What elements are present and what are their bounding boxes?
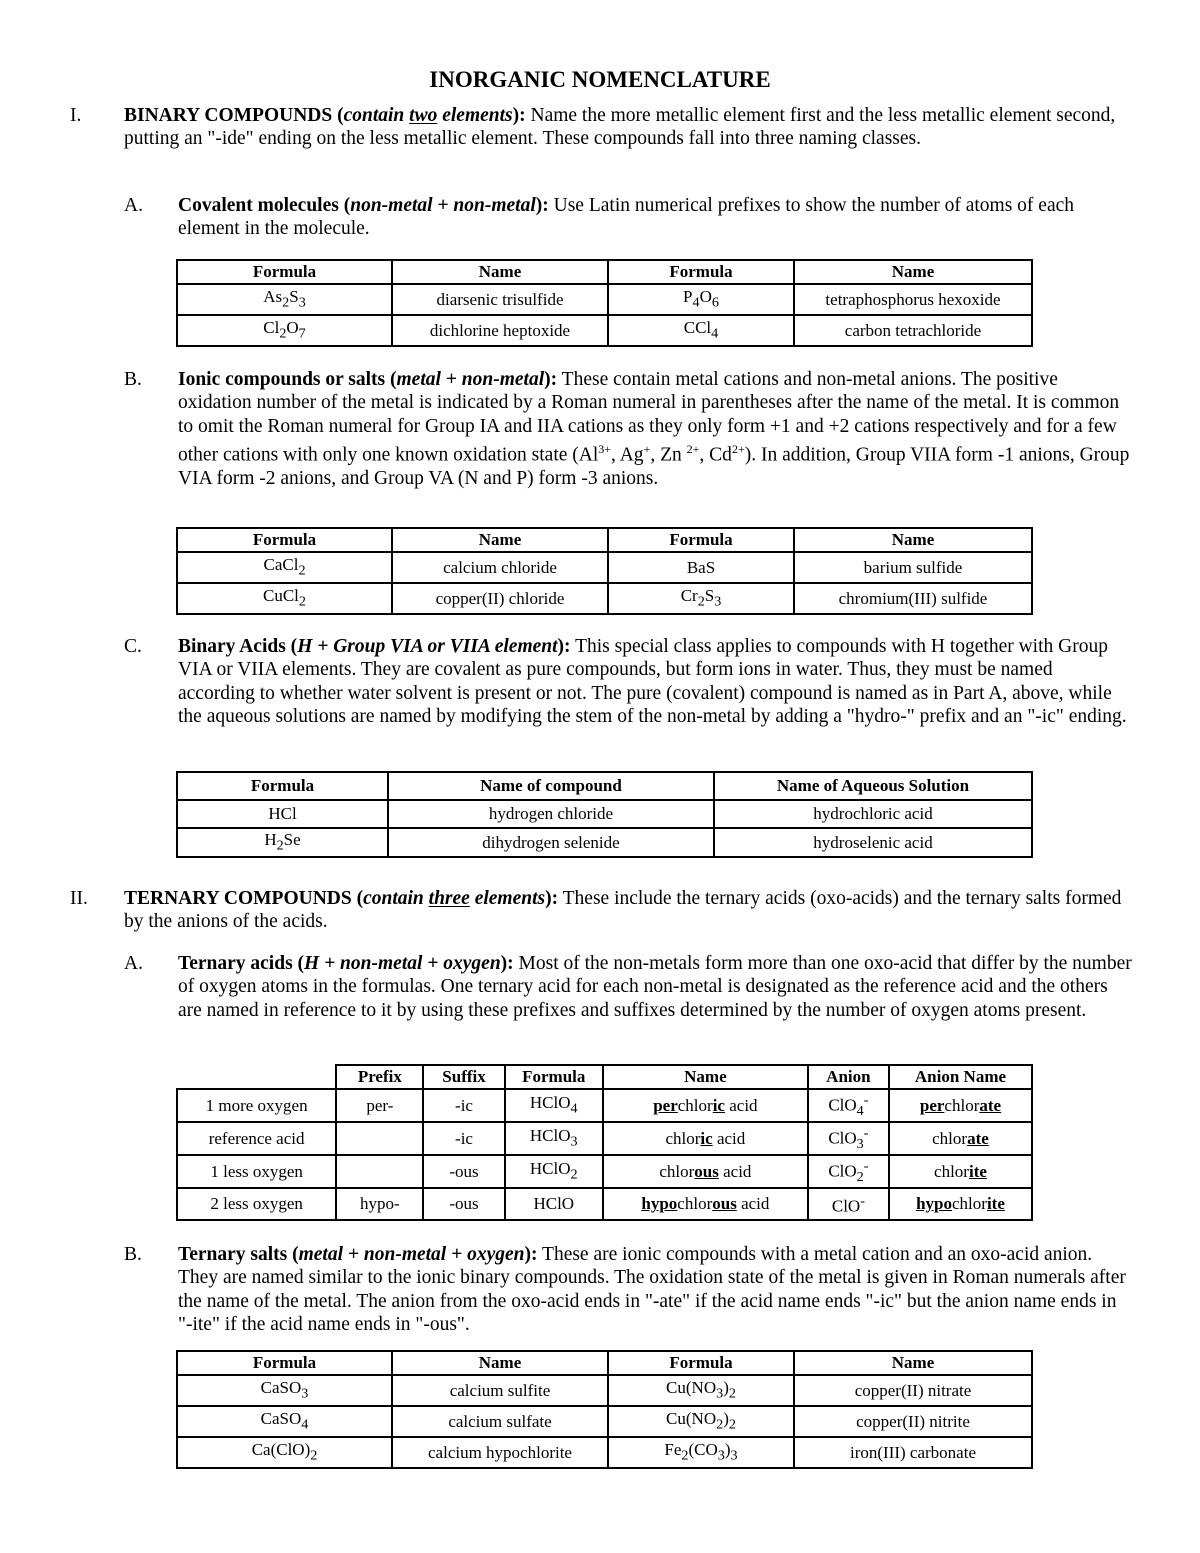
name-cell: carbon tetrachloride (794, 315, 1032, 346)
table-row (177, 828, 1032, 857)
subsection-ionic-compounds (124, 368, 1132, 490)
page-title: INORGANIC NOMENCLATURE (429, 67, 771, 92)
section-ternary-compounds (70, 887, 1130, 934)
subsection-heading: Ionic compounds or salts (metal + non-metal): (178, 369, 558, 390)
anion-name-cell: chlorite (889, 1155, 1032, 1188)
name-cell: diarsenic trisulfide (392, 284, 608, 315)
formula-cell: HClO (505, 1188, 603, 1220)
formula-cell: CaSO$_4$ (177, 1406, 392, 1437)
column-header: Name (794, 1351, 1032, 1375)
name-cell: calcium chloride (392, 552, 608, 583)
column-header: Name of compound (388, 772, 714, 800)
name-cell: perchloric acid (603, 1089, 808, 1122)
row-label: 1 less oxygen (177, 1155, 336, 1188)
section-heading: BINARY COMPOUNDS (contain two elements): (124, 105, 526, 126)
table-header-row (177, 772, 1032, 800)
table-row (177, 800, 1032, 828)
column-header: Anion (808, 1065, 889, 1089)
name-cell: iron(III) carbonate (794, 1437, 1032, 1468)
name-cell: copper(II) nitrite (794, 1406, 1032, 1437)
name-cell: hypochlorous acid (603, 1188, 808, 1220)
column-header: Formula (608, 1351, 794, 1375)
name-cell: calcium sulfate (392, 1406, 608, 1437)
formula-cell: $Cl_2O_7$ (177, 315, 392, 346)
subsection-heading: Ternary salts (metal + non-metal + oxygen): (178, 1244, 538, 1265)
subsection-ternary-acids (124, 952, 1132, 1022)
formula-cell: $P_4O_6$ (608, 284, 794, 315)
name-cell: chromium(III) sulfide (794, 583, 1032, 614)
formula-cell: HClO$_2$ (505, 1155, 603, 1188)
aqueous-name-cell: hydrochloric acid (714, 800, 1032, 828)
name-cell: hydrogen chloride (388, 800, 714, 828)
formula-cell: CaSO$_3$ (177, 1375, 392, 1406)
ternary-acids-table (176, 1064, 1033, 1221)
table-header-row (177, 528, 1032, 552)
subsection-heading: Binary Acids (H + Group VIA or VIIA element): (178, 636, 571, 657)
section-heading: TERNARY COMPOUNDS (contain three elements): (124, 888, 559, 909)
anion-cell: ClO$_3$- (808, 1122, 889, 1155)
ionic-compounds-table (176, 527, 1033, 615)
aqueous-name-cell: hydroselenic acid (714, 828, 1032, 857)
formula-cell: HClO$_4$ (505, 1089, 603, 1122)
table-header-row (177, 260, 1032, 284)
subsection-number: B. (124, 369, 142, 390)
section-text: BINARY COMPOUNDS (contain two elements): Name the more metallic element first and the less metallic element second, putting an "-ide" ending on the less metallic element. These compounds fall into three naming classes. (124, 105, 1116, 150)
name-cell: calcium hypochlorite (392, 1437, 608, 1468)
anion-cell: ClO$_4$- (808, 1089, 889, 1122)
table-row (177, 1089, 1032, 1122)
subsection-number: A. (124, 195, 143, 216)
section-number: I. (70, 105, 82, 126)
formula-cell: CaCl$_2$ (177, 552, 392, 583)
subsection-text: Covalent molecules (non-metal + non-metal): Use Latin numerical prefixes to show the number of atoms of each element in the molecule. (178, 195, 1075, 240)
section-text: TERNARY COMPOUNDS (contain three elements): These include the ternary acids (oxo-acids) and the ternary salts formed by the anions of the acids. (124, 888, 1122, 933)
formula-cell: $As_2S_3$ (177, 284, 392, 315)
prefix-cell: hypo- (336, 1188, 423, 1220)
table-header-row (177, 1351, 1032, 1375)
column-header: Name (794, 528, 1032, 552)
column-header: Name of Aqueous Solution (714, 772, 1032, 800)
column-header: Name (392, 528, 608, 552)
name-cell: chloric acid (603, 1122, 808, 1155)
anion-name-cell: hypochlorite (889, 1188, 1032, 1220)
column-header: Formula (505, 1065, 603, 1089)
column-header: Prefix (336, 1065, 423, 1089)
table-row (177, 1155, 1032, 1188)
column-header: Name (392, 1351, 608, 1375)
subsection-ternary-salts (124, 1243, 1132, 1336)
table-row (177, 583, 1032, 614)
table-row (177, 315, 1032, 346)
suffix-cell: -ic (423, 1122, 504, 1155)
table-row (177, 552, 1032, 583)
prefix-cell (336, 1155, 423, 1188)
formula-cell: CCl$_4$ (608, 315, 794, 346)
table-row (177, 1122, 1032, 1155)
subsection-heading: Ternary acids (H + non-metal + oxygen): (178, 953, 514, 974)
subsection-text: Binary Acids (H + Group VIA or VIIA element): This special class applies to compounds with H together with Group VIA or VIIA elements. They are covalent as pure compounds, but form ions in water. Thus, they must be named according to whether water solvent is present or not. The pure (covalent) compound is named as in Part A, above, while the aqueous solutions are named by modifying the stem of the non-metal by adding a "hydro-" prefix and an "-ic" ending. (178, 636, 1127, 727)
column-header: Suffix (423, 1065, 504, 1089)
table-header-row (177, 1065, 1032, 1089)
column-header: Formula (177, 260, 392, 284)
subsection-text: Ionic compounds or salts (metal + non-metal): These contain metal cations and non-metal anions. The positive oxidation number of the metal is indicated by a Roman numeral in parentheses after the name of the metal. It is common to omit the Roman numeral for Group IA and IIA cations as they only form +1 and +2 cations respectively and for a few other cations with only one known oxidation state ($Al^{3+}$, Ag+, Zn $^{2+}$, $Cd^{2+}$). In addition, Group VIIA form -1 anions, Group VIA form -2 anions, and Group VA (N and P) form -3 anions. (178, 369, 1130, 489)
subsection-number: A. (124, 953, 143, 974)
formula-cell: BaS (608, 552, 794, 583)
formula-cell: CuCl$_2$ (177, 583, 392, 614)
column-header: Formula (177, 772, 388, 800)
column-header: Formula (177, 1351, 392, 1375)
subsection-heading: Covalent molecules (non-metal + non-metal): (178, 195, 549, 216)
table-row (177, 1406, 1032, 1437)
subsection-text: Ternary acids (H + non-metal + oxygen): Most of the non-metals form more than one oxo-acid that differ by the number of oxygen atoms in the formulas. One ternary acid for each non-metal is designated as the reference acid and the others are named in reference to it by using these prefixes and suffixes determined by the number of oxygen atoms present. (178, 953, 1132, 1021)
anion-name-cell: chlorate (889, 1122, 1032, 1155)
suffix-cell: -ous (423, 1188, 504, 1220)
row-label: 2 less oxygen (177, 1188, 336, 1220)
table-row (177, 1188, 1032, 1220)
name-cell: tetraphosphorus hexoxide (794, 284, 1032, 315)
table-row (177, 284, 1032, 315)
name-cell: dihydrogen selenide (388, 828, 714, 857)
name-cell: chlorous acid (603, 1155, 808, 1188)
column-header (177, 1065, 336, 1089)
name-cell: copper(II) nitrate (794, 1375, 1032, 1406)
anion-cell: ClO$_2$- (808, 1155, 889, 1188)
suffix-cell: -ous (423, 1155, 504, 1188)
anion-name-cell: perchlorate (889, 1089, 1032, 1122)
prefix-cell (336, 1122, 423, 1155)
table-row (177, 1437, 1032, 1468)
name-cell: calcium sulfite (392, 1375, 608, 1406)
formula-cell: $Fe_2(CO_3)_3$ (608, 1437, 794, 1468)
prefix-cell: per- (336, 1089, 423, 1122)
row-label: 1 more oxygen (177, 1089, 336, 1122)
formula-cell: $Cu(NO_2)_2$ (608, 1406, 794, 1437)
anion-cell: ClO- (808, 1188, 889, 1220)
column-header: Formula (608, 528, 794, 552)
binary-acids-table (176, 771, 1033, 858)
subsection-binary-acids (124, 635, 1132, 728)
subsection-text: Ternary salts (metal + non-metal + oxygen): These are ionic compounds with a metal cation and an oxo-acid anion. They are named similar to the ionic binary compounds. The oxidation state of the metal is given in Roman numerals after the name of the metal. The anion from the oxo-acid ends in "-ate" if the acid name ends "-ic" but the anion name ends in "-ite" if the acid name ends in "-ous". (178, 1244, 1126, 1335)
column-header: Formula (608, 260, 794, 284)
formula-cell: HCl (177, 800, 388, 828)
subsection-number: C. (124, 636, 142, 657)
section-binary-compounds (70, 104, 1130, 151)
subsection-number: B. (124, 1244, 142, 1265)
column-header: Formula (177, 528, 392, 552)
subsection-covalent-molecules (124, 194, 1132, 241)
name-cell: dichlorine heptoxide (392, 315, 608, 346)
covalent-molecules-table (176, 259, 1033, 347)
name-cell: barium sulfide (794, 552, 1032, 583)
formula-cell: $H_2Se$ (177, 828, 388, 857)
column-header: Name (794, 260, 1032, 284)
column-header: Anion Name (889, 1065, 1032, 1089)
ternary-salts-table (176, 1350, 1033, 1469)
column-header: Name (603, 1065, 808, 1089)
formula-cell: $Cr_2S_3$ (608, 583, 794, 614)
suffix-cell: -ic (423, 1089, 504, 1122)
table-row (177, 1375, 1032, 1406)
formula-cell: $Ca(ClO)_2$ (177, 1437, 392, 1468)
column-header: Name (392, 260, 608, 284)
name-cell: copper(II) chloride (392, 583, 608, 614)
formula-cell: $Cu(NO_3)_2$ (608, 1375, 794, 1406)
row-label: reference acid (177, 1122, 336, 1155)
formula-cell: HClO$_3$ (505, 1122, 603, 1155)
section-number: II. (70, 888, 88, 909)
